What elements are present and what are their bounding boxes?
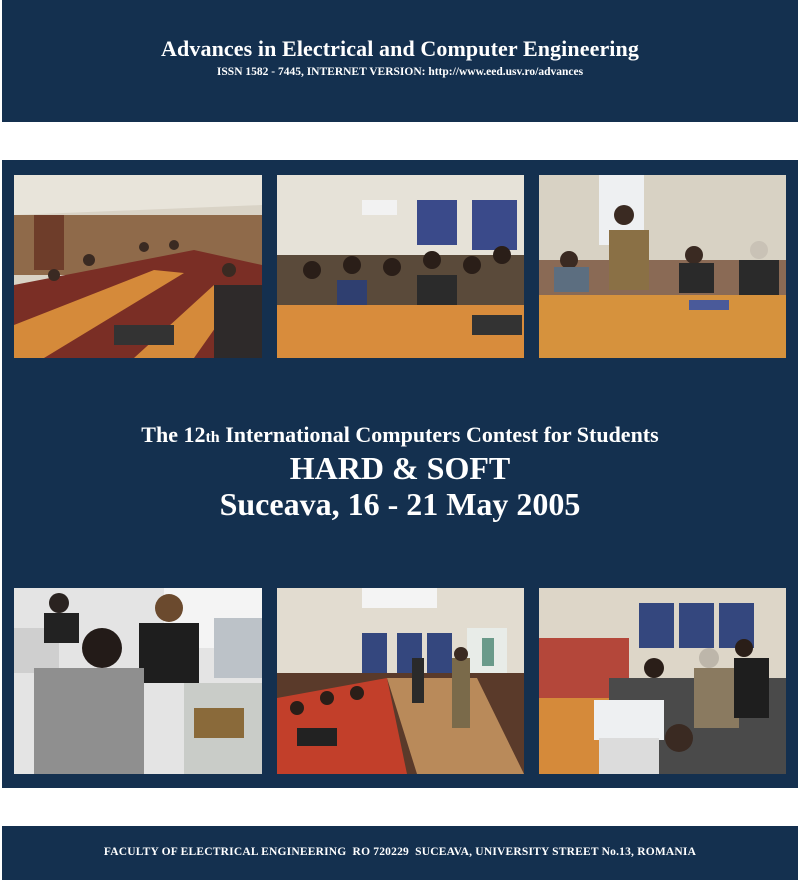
award-ceremony-photo: [539, 588, 786, 774]
event-location-date: Suceava, 16 - 21 May 2005: [219, 486, 581, 522]
cover-panel: [2, 160, 798, 788]
journal-header-band: [2, 0, 798, 122]
students-at-computers-photo: [14, 588, 262, 774]
conference-hall-photo: [14, 175, 262, 358]
contest-title-prefix: The 12: [141, 422, 206, 447]
event-name: HARD & SOFT: [289, 450, 511, 486]
student-audience-photo: [277, 175, 524, 358]
speaker-presentation-photo: [539, 175, 786, 358]
contest-title: [2, 422, 798, 448]
footer-band: [2, 826, 798, 880]
faculty-address: FACULTY OF ELECTRICAL ENGINEERING RO 720229 SUCEAVA, UNIVERSITY STREET No.13, ROMANIA: [103, 846, 697, 858]
contest-ordinal-suffix: th: [205, 429, 220, 446]
journal-title: Advances in Electrical and Computer Engineering: [161, 36, 639, 61]
issn-line: ISSN 1582 - 7445, INTERNET VERSION: http://www.eed.usv.ro/advances: [216, 66, 584, 78]
contest-title-rest: International Computers Contest for Students: [219, 422, 659, 447]
projector-presentation-photo: [277, 588, 524, 774]
